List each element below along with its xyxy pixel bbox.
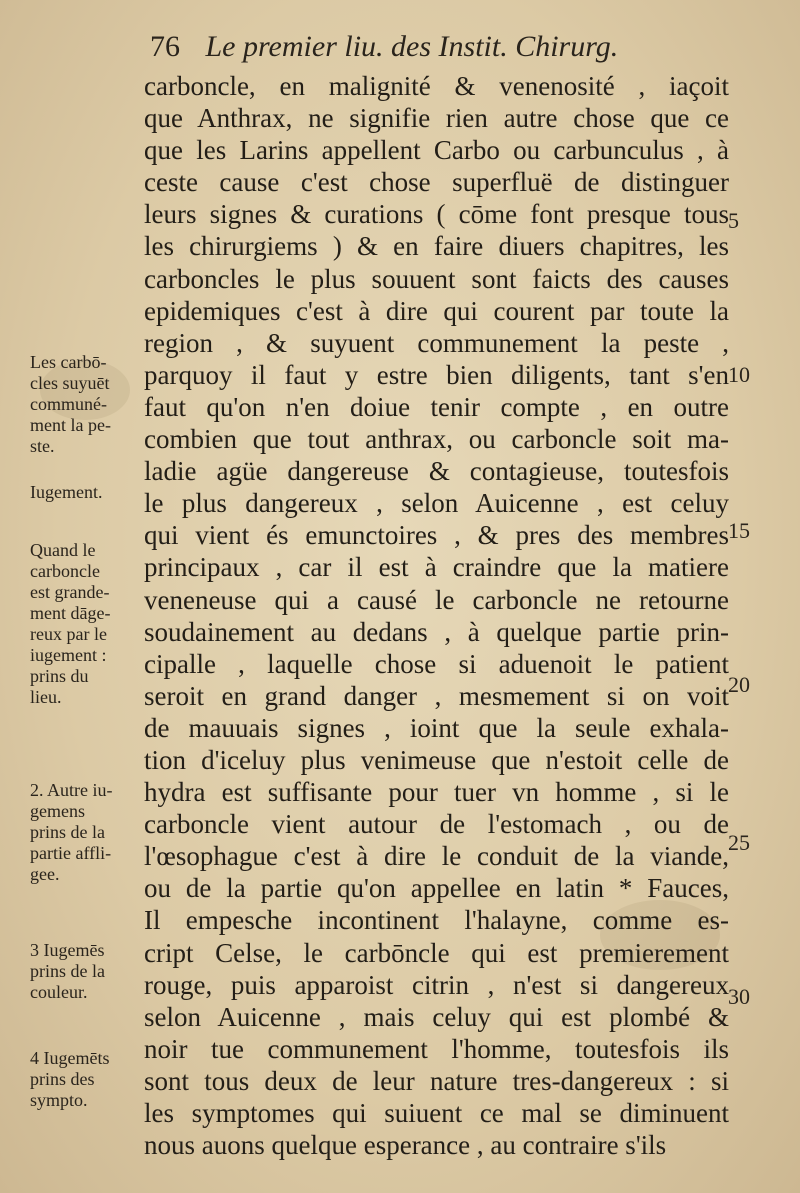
text-line: que Anthrax, ne signifie rien autre chose que ce: [144, 103, 729, 134]
line-number: 20: [728, 672, 750, 697]
text-line: les chirurgiems ) & en faire diuers chapitres, les: [144, 231, 729, 262]
text-line: carboncle vient autour de l'estomach , ou de: [144, 809, 729, 840]
text-line: selon Auicenne , mais celuy qui est plombé &: [144, 1001, 729, 1032]
margin-note-line: iugement :: [30, 645, 107, 665]
running-header: [150, 30, 710, 70]
text-line: soudainement au dedans , à quelque partie prin-: [144, 616, 729, 647]
text-line: carboncles le plus souuent sont faicts des causes: [144, 263, 729, 294]
text-line: que les Larins appellent Carbo ou carbunculus , à: [144, 135, 729, 166]
text-line: Il empesche incontinent l'halayne, comme es-: [144, 905, 729, 936]
text-line: cript Celse, le carbōncle qui est premierement: [144, 937, 729, 968]
margin-note-line: 2. Autre iu-: [30, 780, 113, 800]
margin-note-1: [30, 352, 140, 457]
margin-note-line: prins des: [30, 1069, 95, 1089]
main-text: [144, 70, 729, 1161]
margin-note-line: ste.: [30, 436, 55, 456]
margin-note-line: gemens: [30, 801, 85, 821]
margin-note-6: [30, 1048, 140, 1111]
text-line: ladie agüe dangereuse & contagieuse, toutesfois: [144, 456, 729, 487]
margin-note-4: [30, 780, 140, 885]
page-number: 76: [150, 30, 180, 63]
margin-note-line: cles suyuēt: [30, 373, 110, 393]
margin-note-line: ment la pe-: [30, 415, 111, 435]
text-line: veneneuse qui a causé le carboncle ne retourne: [144, 584, 729, 615]
margin-note-line: prins de la: [30, 822, 105, 842]
text-line: rouge, puis apparoist citrin , n'est si dangereux: [144, 969, 729, 1000]
margin-note-line: carboncle: [30, 561, 100, 581]
margin-note-line: est grande-: [30, 582, 110, 602]
text-line: leurs signes & curations ( cōme font presque tous: [144, 199, 729, 230]
line-number: 10: [728, 362, 750, 387]
text-line: seroit en grand danger , mesmement si on voit: [144, 680, 729, 711]
text-line: noir tue communement l'homme, toutesfois ils: [144, 1033, 729, 1064]
margin-note-line: prins du: [30, 666, 89, 686]
text-line: principaux , car il est à craindre que la matiere: [144, 552, 729, 583]
line-number: 30: [728, 984, 750, 1009]
margin-note-line: prins de la: [30, 961, 105, 981]
text-line: hydra est suffisante pour tuer vn homme , si le: [144, 777, 729, 808]
text-line: region , & suyuent communement la peste ,: [144, 327, 729, 358]
margin-note-line: reux par le: [30, 624, 107, 644]
running-title: Le premier liu. des Instit. Chirurg.: [205, 30, 619, 63]
margin-note-line: partie affli-: [30, 843, 112, 863]
margin-note-line: couleur.: [30, 982, 88, 1002]
margin-note-3: [30, 540, 140, 708]
text-line: le plus dangereux , selon Auicenne , est celuy: [144, 488, 729, 519]
margin-note-line: gee.: [30, 864, 60, 884]
margin-note-line: 3 Iugemēs: [30, 940, 105, 960]
margin-note-line: ment dāge-: [30, 603, 111, 623]
margin-note-line: communé-: [30, 394, 107, 414]
margin-note-line: lieu.: [30, 687, 62, 707]
text-line: ceste cause c'est chose superfluë de distinguer: [144, 167, 729, 198]
line-number: 25: [728, 830, 750, 855]
text-line: sont tous deux de leur nature tres-dangereux : si: [144, 1065, 729, 1096]
text-line: tion d'iceluy plus venimeuse que n'estoit celle de: [144, 744, 729, 775]
text-line: cipalle , laquelle chose si aduenoit le patient: [144, 648, 729, 679]
text-line: ou de la partie qu'on appellee en latin * Fauces,: [144, 873, 729, 904]
text-line: qui vient és emunctoires , & pres des membres: [144, 520, 729, 551]
text-line: les symptomes qui suiuent ce mal se diminuent: [144, 1098, 729, 1128]
text-line: nous auons quelque esperance , au contraire s'ils: [144, 1130, 667, 1161]
margin-note-5: [30, 940, 140, 1003]
margin-note-line: Iugement.: [30, 482, 103, 502]
line-number: 15: [728, 518, 750, 543]
text-line: faut qu'on n'en doiue tenir compte , en outre: [144, 391, 729, 422]
margin-note-line: sympto.: [30, 1090, 88, 1110]
margin-note-2: [30, 482, 140, 503]
margin-note-line: 4 Iugemēts: [30, 1048, 110, 1068]
text-line: parquoy il faut y estre bien diligents, tant s'en: [144, 359, 729, 390]
text-line: l'œsophague c'est à dire le conduit de la viande,: [144, 841, 729, 872]
margin-note-line: Les carbō-: [30, 352, 107, 372]
line-number: 5: [728, 208, 739, 233]
text-line: carboncle, en malignité & venenosité , iaçoit: [144, 71, 729, 101]
margin-note-line: Quand le: [30, 540, 96, 560]
text-line: combien que tout anthrax, ou carboncle soit ma-: [144, 424, 729, 455]
text-line: epidemiques c'est à dire qui courent par toute la: [144, 295, 729, 326]
text-line: de mauuais signes , ioint que la seule exhala-: [144, 712, 729, 743]
